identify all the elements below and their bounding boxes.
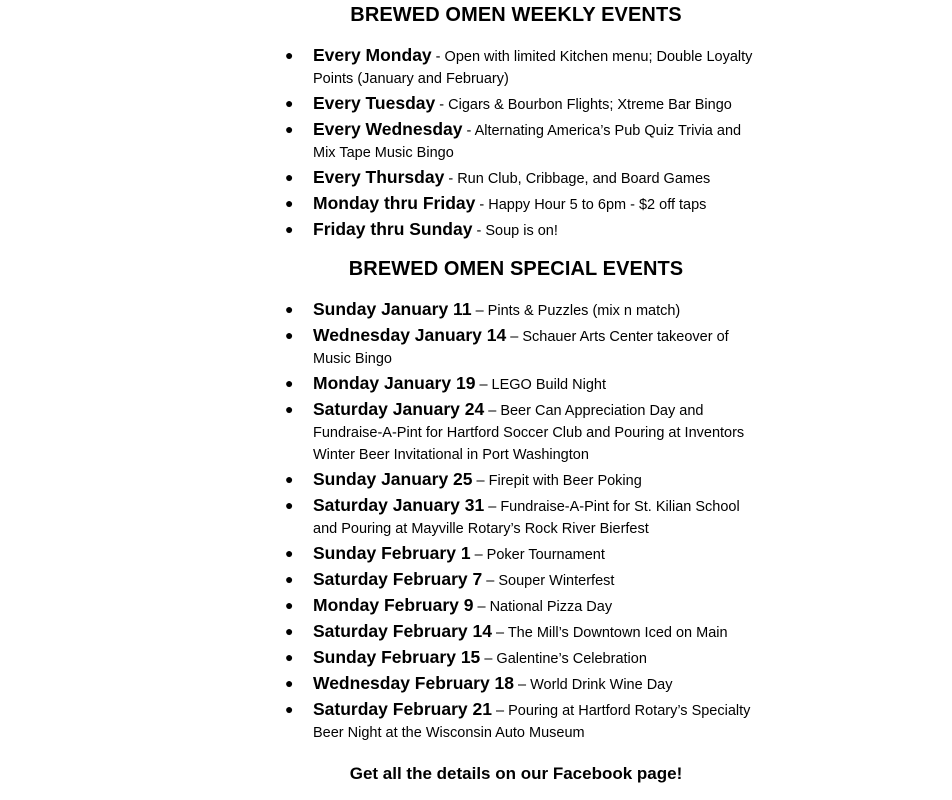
- list-item: [285, 192, 753, 216]
- special-events-title: BREWED OMEN SPECIAL EVENTS: [348, 258, 684, 280]
- event-date: Sunday January 11: [313, 299, 472, 319]
- list-item: [285, 298, 753, 322]
- event-description: - Happy Hour 5 to 6pm - $2 off taps: [475, 197, 707, 213]
- event-date: Wednesday February 18: [313, 673, 515, 693]
- event-day: Monday thru Friday: [313, 193, 476, 213]
- bullet-icon: ●: [285, 497, 294, 513]
- event-date: Saturday January 31: [313, 495, 485, 515]
- event-description: – Fundraise-A-Pint for St. Kilian School and Pouring at Mayville Rotary’s Rock River Bierfest: [313, 499, 740, 537]
- bullet-icon: ●: [285, 623, 294, 639]
- event-day: Every Tuesday: [313, 93, 436, 113]
- bullet-icon: ●: [285, 121, 294, 137]
- list-item: [285, 468, 753, 492]
- bullet-icon: ●: [285, 471, 294, 487]
- event-description: – Schauer Arts Center takeover of Music Bingo: [313, 329, 729, 367]
- list-item: [285, 218, 753, 242]
- bullet-icon: ●: [285, 221, 294, 237]
- list-item: [285, 542, 753, 566]
- event-description: – LEGO Build Night: [475, 377, 606, 393]
- bullet-icon: ●: [285, 597, 294, 613]
- list-item: [285, 620, 753, 644]
- event-description: – Firepit with Beer Poking: [472, 473, 642, 489]
- event-date: Monday January 19: [313, 373, 476, 393]
- weekly-events-list: [285, 44, 753, 244]
- event-description: – National Pizza Day: [473, 599, 613, 615]
- event-description: – World Drink Wine Day: [514, 677, 673, 693]
- event-description: - Alternating America’s Pub Quiz Trivia and Mix Tape Music Bingo: [313, 123, 742, 161]
- list-item: [285, 166, 753, 190]
- event-description: - Open with limited Kitchen menu; Double Loyalty Points (January and February): [313, 49, 753, 87]
- event-date: Saturday February 14: [313, 621, 492, 641]
- bullet-icon: ●: [285, 675, 294, 691]
- event-date: Sunday January 25: [313, 469, 473, 489]
- bullet-icon: ●: [285, 301, 294, 317]
- list-item: [285, 44, 753, 90]
- list-item: [285, 324, 753, 370]
- bullet-icon: ●: [285, 571, 294, 587]
- event-description: – The Mill’s Downtown Iced on Main: [491, 625, 728, 641]
- event-description: – Galentine’s Celebration: [480, 651, 647, 667]
- event-date: Wednesday January 14: [313, 325, 507, 345]
- list-item: [285, 494, 753, 540]
- event-date: Saturday February 21: [313, 699, 492, 719]
- event-day: Every Wednesday: [313, 119, 463, 139]
- event-description: – Pints & Puzzles (mix n match): [471, 303, 681, 319]
- bullet-icon: ●: [285, 327, 294, 343]
- event-day: Friday thru Sunday: [313, 219, 473, 239]
- bullet-icon: ●: [285, 649, 294, 665]
- bullet-icon: ●: [285, 375, 294, 391]
- list-item: [285, 118, 753, 164]
- weekly-events-title: BREWED OMEN WEEKLY EVENTS: [350, 4, 682, 26]
- list-item: [285, 372, 753, 396]
- special-events-list: [285, 298, 753, 746]
- bullet-icon: ●: [285, 95, 294, 111]
- list-item: [285, 594, 753, 618]
- list-item: [285, 92, 753, 116]
- bullet-icon: ●: [285, 401, 294, 417]
- event-date: Saturday February 7: [313, 569, 483, 589]
- event-day: Every Monday: [313, 45, 432, 65]
- bullet-icon: ●: [285, 545, 294, 561]
- bullet-icon: ●: [285, 195, 294, 211]
- bullet-icon: ●: [285, 47, 294, 63]
- list-item: [285, 568, 753, 592]
- list-item: [285, 698, 753, 744]
- facebook-note: Get all the details on our Facebook page!: [349, 764, 683, 783]
- event-description: - Soup is on!: [472, 223, 558, 239]
- event-date: Monday February 9: [313, 595, 474, 615]
- event-description: – Souper Winterfest: [482, 573, 615, 589]
- event-description: – Pouring at Hartford Rotary’s Specialty Beer Night at the Wisconsin Auto Museum: [313, 703, 751, 741]
- event-day: Every Thursday: [313, 167, 445, 187]
- event-date: Saturday January 24: [313, 399, 485, 419]
- event-description: – Beer Can Appreciation Day and Fundraise-A-Pint for Hartford Soccer Club and Pouring at Inventors Winter Beer Invitational in Port Washington: [313, 403, 745, 463]
- event-description: – Poker Tournament: [470, 547, 605, 563]
- event-description: - Cigars & Bourbon Flights; Xtreme Bar Bingo: [435, 97, 732, 113]
- list-item: [285, 672, 753, 696]
- bullet-icon: ●: [285, 169, 294, 185]
- list-item: [285, 646, 753, 670]
- event-date: Sunday February 15: [313, 647, 481, 667]
- event-date: Sunday February 1: [313, 543, 471, 563]
- list-item: [285, 398, 753, 466]
- event-description: - Run Club, Cribbage, and Board Games: [444, 171, 711, 187]
- bullet-icon: ●: [285, 701, 294, 717]
